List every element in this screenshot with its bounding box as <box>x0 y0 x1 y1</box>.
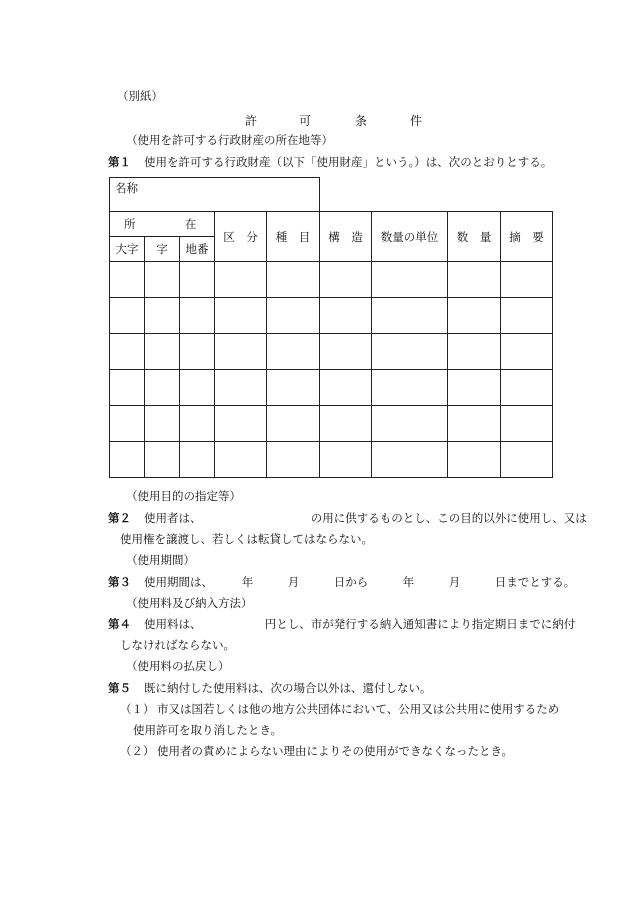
article-5-number: 第５ <box>108 681 131 695</box>
article-3-number: 第３ <box>108 575 131 589</box>
location-label-1: 所 <box>124 217 136 231</box>
shumoku-header: 種 目 <box>275 230 311 244</box>
location-label-2: 在 <box>185 217 197 231</box>
item-1-line-1: 市又は国若しくは他の地方公共団体において、公用又は公共用に使用するため <box>157 702 560 716</box>
title-char-4: 件 <box>410 114 423 128</box>
article-2-number: 第２ <box>108 511 131 525</box>
kozo-header: 構 造 <box>328 230 363 244</box>
aza-header: 字 <box>156 242 168 256</box>
section-3-heading: （使用期間） <box>126 553 195 567</box>
section-4-heading: （使用料及び納入方法） <box>126 596 253 610</box>
tekiyo-header: 摘 要 <box>509 230 544 244</box>
section-2-heading: （使用目的の指定等） <box>126 489 241 503</box>
title-char-3: 条 <box>355 114 368 128</box>
article-4-line-2: しなければならない。 <box>120 638 235 652</box>
item-1-number: （１） <box>120 702 155 716</box>
chiban-header: 地番 <box>185 242 209 256</box>
article-4-number: 第４ <box>108 617 131 631</box>
name-label: 名称 <box>115 181 138 195</box>
kubun-header: 区 分 <box>223 230 258 244</box>
article-2-line-1: 使用者は、 の用に供するものとし、この目的以外に使用し、又は <box>144 511 587 525</box>
article-1-number: 第１ <box>108 155 131 169</box>
attachment-label: （別紙） <box>117 89 163 103</box>
item-2-number: （２） <box>120 744 155 758</box>
article-3-text: 使用期間は、 年 月 日から 年 月 日までとする。 <box>144 575 576 589</box>
article-2-line-2: 使用権を譲渡し、若しくは転貸してはならない。 <box>120 532 373 546</box>
article-1-text: 使用を許可する行政財産（以下「使用財産」という。）は、次のとおりとする。 <box>144 155 553 169</box>
title-char-1: 許 <box>245 114 258 128</box>
article-4-line-1: 使用料は、 円とし、市が発行する納入通知書により指定期日までに納付 <box>144 617 576 631</box>
section-1-heading: （使用を許可する行政財産の所在地等） <box>126 133 333 147</box>
unit-header: 数量の単位 <box>380 230 439 244</box>
oaza-header: 大字 <box>115 242 139 256</box>
title-char-2: 可 <box>299 114 312 128</box>
suryo-header: 数 量 <box>456 230 492 244</box>
article-5-text: 既に納付した使用料は、次の場合以外は、還付しない。 <box>144 681 432 695</box>
section-5-heading: （使用料の払戻し） <box>126 659 230 673</box>
item-2-text: 使用者の責めによらない理由によりその使用ができなくなったとき。 <box>157 744 514 758</box>
item-1-line-2: 使用許可を取り消したとき。 <box>133 723 283 737</box>
